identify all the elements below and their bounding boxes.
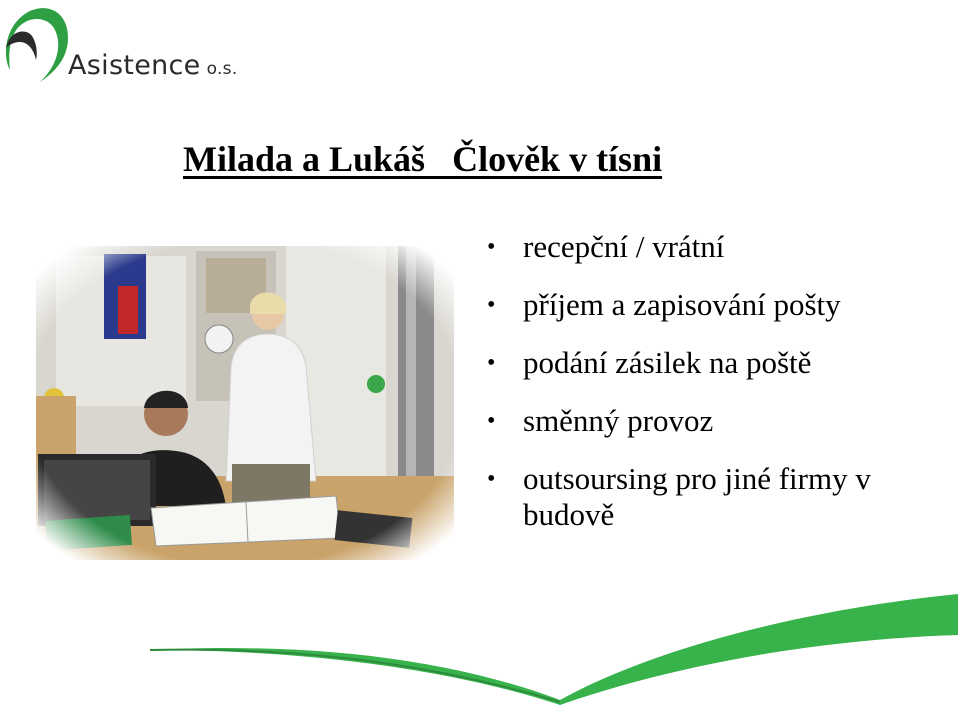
logo	[0, 0, 260, 95]
bullet-dot-icon: •	[487, 350, 496, 376]
bullet-item	[487, 403, 947, 439]
bullet-dot-icon: •	[487, 466, 496, 492]
bullet-text: outsoursing pro jiné firmy v budově	[523, 461, 871, 532]
bullet-text: směnný provoz	[523, 403, 714, 438]
bullet-text: příjem a zapisování pošty	[523, 287, 841, 322]
bullet-item	[487, 345, 947, 381]
logo-suffix: o.s.	[206, 59, 238, 79]
bullet-dot-icon: •	[487, 408, 496, 434]
bullet-list	[487, 229, 947, 555]
slide-title: Milada a Lukáš Člověk v tísni	[183, 139, 663, 179]
reception-photo	[36, 246, 454, 560]
logo-text	[68, 50, 238, 81]
bullet-item	[487, 287, 947, 323]
bullet-item	[487, 461, 947, 533]
green-swoosh-decoration	[0, 580, 960, 710]
asistence-logo-icon	[0, 0, 75, 90]
bullet-dot-icon: •	[487, 234, 496, 260]
bullet-text: recepční / vrátní	[523, 229, 725, 264]
bullet-text: podání zásilek na poště	[523, 345, 812, 380]
bullet-dot-icon: •	[487, 292, 496, 318]
logo-name: Asistence	[68, 50, 201, 81]
bullet-item	[487, 229, 947, 265]
